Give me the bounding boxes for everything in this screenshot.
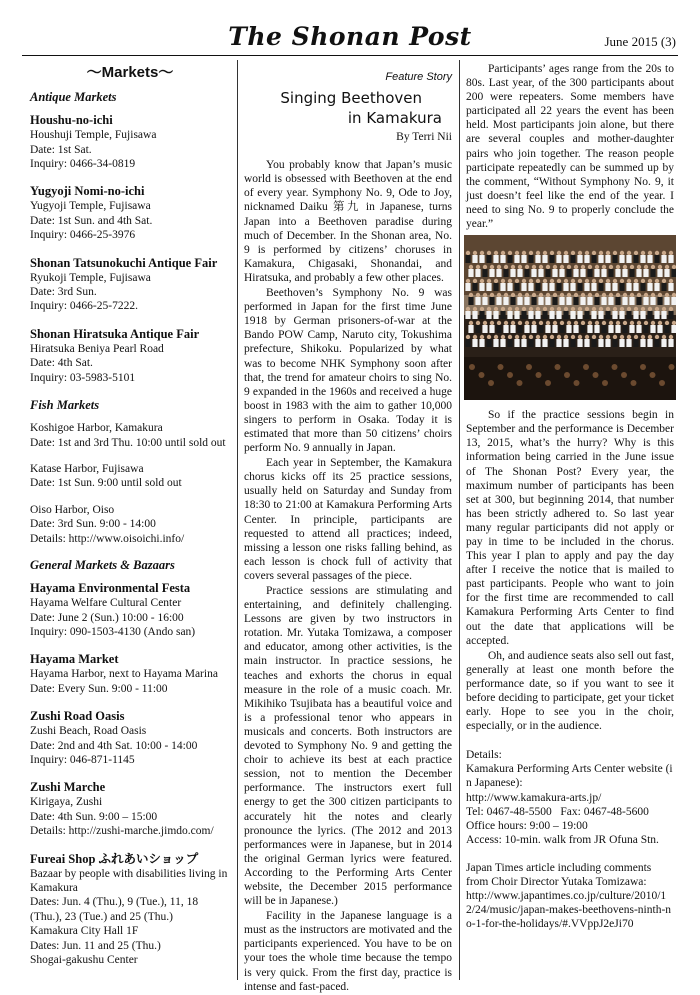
market-detail: Date: 4th Sun. 9:00 – 15:00	[30, 810, 158, 823]
market-detail: Houshuji Temple, Fujisawa	[30, 129, 157, 142]
article-column-2	[466, 62, 674, 931]
article-paragraph: Each year in September, the Kamakura chorus kicks off its 25 practice sessions, usually held on Saturday and Sunday from 18:30 to 21:00 at Kamakura Performing Arts Center. In principle, participants are requested to attend all practices; indeed, missing a lesson one risks falling behind, as each lesson is chock full of activity that covers several passages of the piece.	[244, 457, 452, 582]
market-name: Shonan Tatsunokuchi Antique Fair	[30, 255, 218, 270]
masthead	[22, 22, 678, 52]
market-detail: Inquiry: 0466-34-0819	[30, 158, 136, 170]
market-entry	[30, 780, 230, 838]
market-detail: Koshigoe Harbor, Kamakura	[30, 422, 163, 435]
article-headline	[244, 88, 452, 128]
market-entry	[30, 852, 230, 968]
market-entry	[30, 709, 230, 767]
market-entry	[30, 462, 230, 491]
market-detail: Details: http://www.oisoichi.info/	[30, 532, 185, 545]
market-entry	[30, 503, 230, 546]
market-detail: Hiratsuka Beniya Pearl Road	[30, 342, 164, 355]
market-link: Details: http://zushi-marche.jimdo.com/	[30, 825, 214, 838]
market-name: Hayama Environmental Festa	[30, 581, 191, 596]
article-paragraph: Oh, and audience seats also sell out fast, generally at least one month before the performance date, so if you want to see it before deciding to participate, get your ticket early. Hope to see you in the choir, especially, or in the audience.	[466, 649, 674, 733]
article-paragraph: So if the practice sessions begin in September and the performance is December 13, 2015, what’s the hurry? Why is this information being carried in the June issue of The Shonan Post? Every year, the maximum number of participants has been set at 300, but beginning 2014, that number has been strictly adhered to. So last year many regular participants did not apply or pay in time to be included in the chorus. This year I plan to apply and pay the day after I receive the notice that is mailed to past participants. People who want to join for the first time are recommended to call Kamakura Performing Arts Center to find out the date that applications will be accepted.	[466, 409, 674, 647]
market-detail: Dates: Jun. 11 and 25 (Thu.)	[30, 939, 161, 952]
market-detail: Dates: Jun. 4 (Thu.), 9 (Tue.), 11, 18 (Thu.), 23 (Tue.) and 25 (Thu.)	[30, 896, 199, 923]
market-detail: Date: 1st and 3rd Thu. 10:00 until sold out	[30, 436, 226, 449]
market-detail: Ryukoji Temple, Fujisawa	[30, 271, 151, 284]
details-line: Office hours: 9:00 – 19:00	[466, 819, 588, 832]
japan-times-url: http://www.japantimes.co.jp/culture/2010/12/24/music/japan-makes-beethovens-ninth-no-1-for-the-holidays/#.VVppJ2eJi70	[466, 890, 672, 931]
market-detail: Date: 3rd Sun.	[30, 286, 97, 299]
market-detail: Shogai-gakushu Center	[30, 954, 138, 966]
market-name: Zushi Road Oasis	[30, 709, 125, 724]
details-block	[466, 748, 674, 847]
market-detail: Zushi Beach, Road Oasis	[30, 725, 147, 738]
japan-times-note: Japan Times article including comments from Choir Director Yutaka Tomizawa:	[466, 861, 652, 889]
feature-story-label: Feature Story	[385, 71, 452, 83]
market-detail: Date: 1st Sun. 9:00 until sold out	[30, 477, 182, 490]
issue-date: June 2015 (3)	[604, 34, 676, 49]
details-line: Tel: 0467-48-5500 Fax: 0467-48-5600	[466, 805, 649, 818]
masthead-rule	[22, 55, 678, 56]
article-paragraph: Facility in the Japanese language is a must as the instructors are motivated and the participants experienced. You have to be on your toes the whole time because the tempo is very quick. From the first day, practice is intense and fast-paced.	[244, 910, 452, 993]
market-detail: Kamakura City Hall 1F	[30, 925, 139, 938]
market-detail: Hayama Harbor, next to Hayama Marina	[30, 668, 218, 681]
market-entry	[30, 327, 230, 385]
market-entry	[30, 421, 230, 450]
headline-line: in Kamakura	[347, 109, 442, 128]
market-detail: Date: 4th Sat.	[30, 357, 93, 370]
market-detail: Kirigaya, Zushi	[30, 796, 103, 809]
category-heading: General Markets & Bazaars	[30, 558, 175, 572]
market-entry	[30, 652, 230, 696]
article-paragraph: You probably know that Japan’s music world is obsessed with Beethoven at the end of every year. Symphony No. 9, Ode to Joy, nicknamed Daiku 第九 in Japanese, turns Japan into a Beethoven paradise during much of December. In the Shonan area, No. 9 is performed by citizens’ choruses in Kamakura, Chigasaki, Shonandai, and Hiratsuka, and probably a few other places.	[244, 159, 452, 284]
market-entry	[30, 184, 230, 242]
column-divider	[459, 60, 460, 980]
column-divider	[237, 60, 238, 980]
market-detail: Date: 1st Sat.	[30, 143, 92, 156]
market-detail: Oiso Harbor, Oiso	[30, 503, 115, 516]
market-detail: Inquiry: 0466-25-7222.	[30, 300, 138, 313]
details-line: Kamakura Performing Arts Center website (in Japanese):	[466, 763, 673, 790]
market-detail: Date: Every Sun. 9:00 - 11:00	[30, 682, 168, 695]
market-detail: Date: June 2 (Sun.) 10:00 - 16:00	[30, 611, 184, 624]
details-url: http://www.kamakura-arts.jp/	[466, 791, 602, 804]
japan-times-block	[466, 861, 674, 931]
article-paragraph: Beethoven’s Symphony No. 9 was performed in Japan for the first time June 1918 by German prisoners-of-war at the Bando POW Camp, Naruto city, Tokushima prefecture, Shikoku. Popularized by what was to become NHK Symphony soon after that, the trend for amateur choirs to sing No. 9 expanded in the 1960s and received a huge boost in 1983 with the aim to gather 10,000 singers to perform in Osaka. Today it is estimated that more than 50 citizens’ choirs perform No. 9 annually in Japan.	[244, 287, 452, 455]
byline: By Terri Nii	[396, 131, 452, 144]
market-detail: Inquiry: 090-1503-4130 (Ando san)	[30, 625, 196, 638]
market-name: Hayama Market	[30, 652, 119, 667]
newspaper-title: The Shonan Post	[228, 22, 472, 51]
markets-title: 〜Markets〜	[86, 64, 174, 81]
market-detail: Katase Harbor, Fujisawa	[30, 462, 144, 475]
market-name: Zushi Marche	[30, 780, 106, 795]
market-detail: Hayama Welfare Cultural Center	[30, 597, 182, 610]
article-column-1	[244, 62, 452, 995]
market-detail: Inquiry: 0466-25-3976	[30, 229, 136, 242]
article-paragraph: Practice sessions are stimulating and entertaining, and definitely challenging. Lessons are given by two instructors in rotation. Mr. Yutaka Tomizawa, a composer and educator, among other activities, is the main instructor. In practice sessions, he teaches and exhorts the chorus in equal measure in the role of a music coach. Mr. Mikihiko Tsujibata has a beautiful voice and is a professional tenor who appears in musicals and concerts. Both instructors are devoted to Symphony No. 9 and getting the choir to achieve its best at each practice session, not to mention the December performance. The instructors exert full energy to get the 300 citizen participants to accurately hit the notes and clearly pronounce the lyrics. (The 2012 and 2013 performances were in Japanese, but in 2014 the original German lyrics were featured. According to the Performing Arts Center website, the December 2015 performance will be in Japanese.)	[244, 585, 452, 908]
choir-photo	[464, 235, 676, 400]
market-entry	[30, 113, 230, 171]
category-heading: Antique Markets	[30, 90, 117, 105]
market-name: Shonan Hiratsuka Antique Fair	[30, 326, 200, 341]
article-paragraph: Participants’ ages range from the 20s to 80s. Last year, of the 300 participants about 200 were repeaters. Some members have participated all 22 years the event has been held. Most participants join alone, but there are several couples and mother-daughter pairs who join together. The reason people participate repeatedly can be summed up by the comment, “Without Symphony No. 9, it just doesn’t feel like the end of the year. I need to sing No. 9 to properly conclude the year.”	[466, 63, 674, 231]
market-entry	[30, 581, 230, 639]
market-name: Houshu-no-ichi	[30, 113, 113, 128]
market-detail: Bazaar by people with disabilities living in Kamakura	[30, 867, 228, 894]
market-detail: Date: 2nd and 4th Sat. 10:00 - 14:00	[30, 739, 198, 752]
markets-column	[30, 62, 230, 980]
market-entry	[30, 256, 230, 314]
market-detail: Date: 3rd Sun. 9:00 - 14:00	[30, 518, 156, 531]
market-detail: Inquiry: 046-871-1145	[30, 753, 135, 766]
category-heading: Fish Markets	[30, 398, 100, 413]
details-line: Access: 10-min. walk from JR Ofuna Stn.	[466, 833, 659, 846]
headline-line: Singing Beethoven	[280, 89, 422, 108]
market-name: Yugyoji Nomi-no-ichi	[30, 184, 145, 199]
market-detail: Date: 1st Sun. and 4th Sat.	[30, 214, 153, 227]
market-detail: Yugyoji Temple, Fujisawa	[30, 200, 151, 213]
market-detail: Inquiry: 03-5983-5101	[30, 371, 136, 384]
market-name: Fureai Shop ふれあいショップ	[30, 851, 199, 866]
details-heading: Details:	[466, 749, 502, 762]
